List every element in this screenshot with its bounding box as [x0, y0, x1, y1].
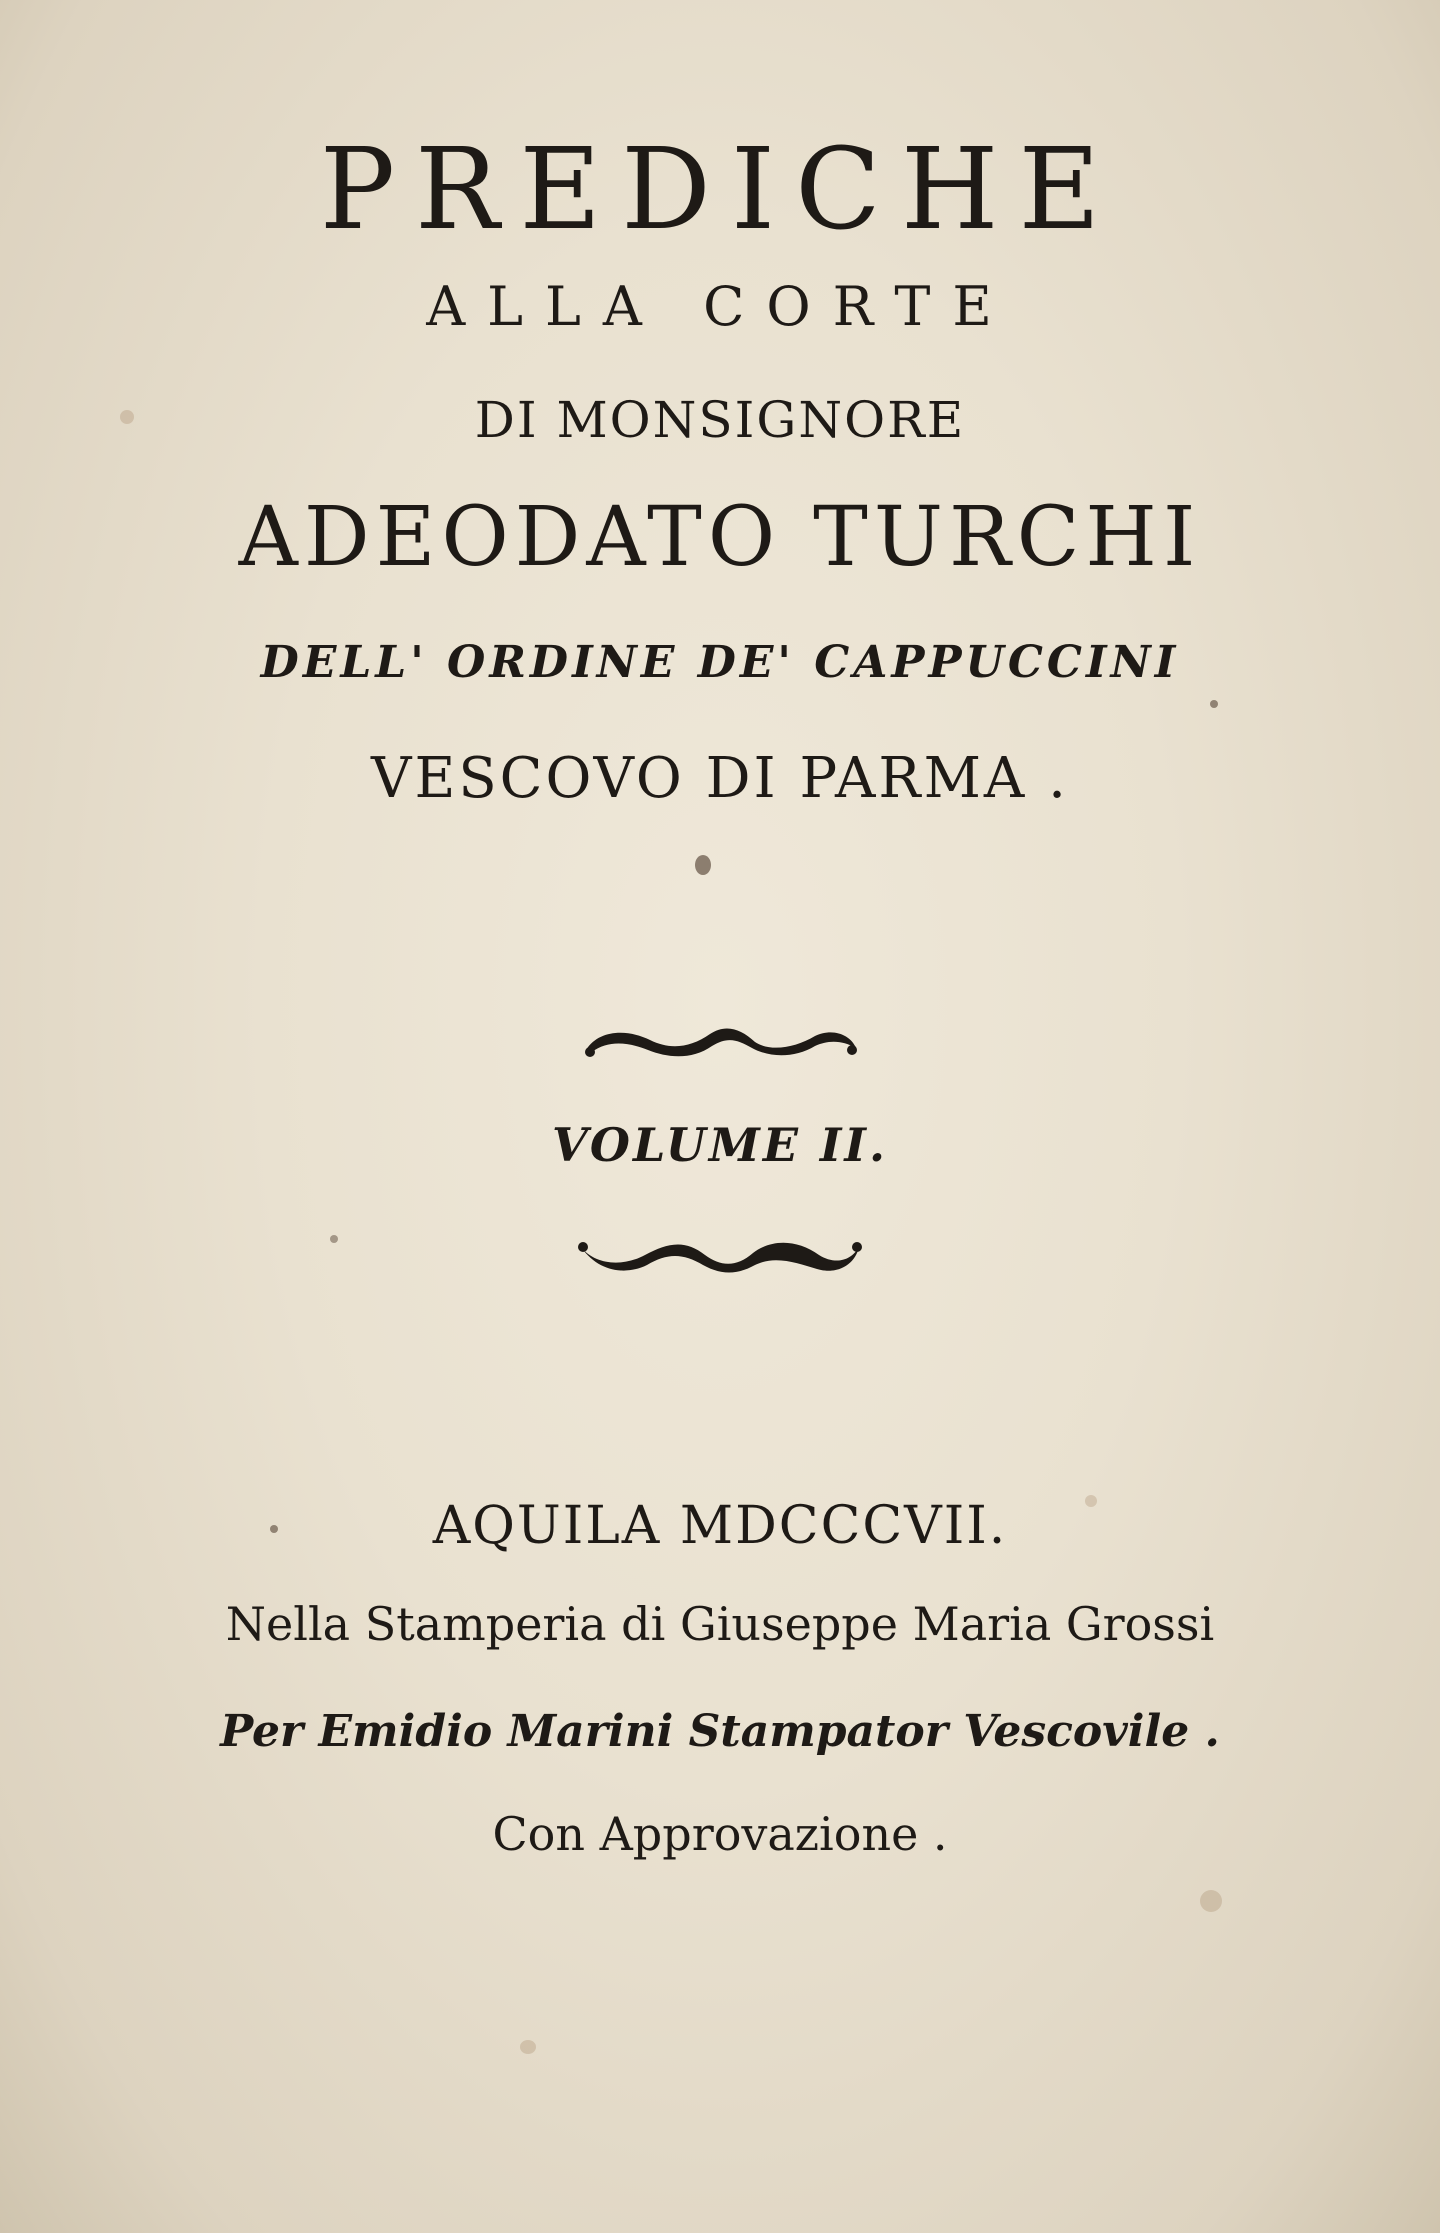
imprint-approval: Con Approvazione . [492, 1807, 948, 1861]
author-prefix: DI MONSIGNORE [474, 391, 966, 449]
wave-ornament-icon [0, 1225, 1440, 1283]
volume-number: VOLUME II. [552, 1118, 888, 1172]
author-name: ADEODATO TURCHI [238, 490, 1202, 585]
imprint-printer: Nella Stamperia di Giuseppe Maria Grossi [225, 1597, 1215, 1651]
imprint-for-printer: Per Emidio Marini Stampator Vescovile . [220, 1706, 1220, 1757]
book-subtitle: ALLA CORTE [426, 275, 1014, 338]
religious-order: DELL' ORDINE DE' CAPPUCCINI [260, 637, 1180, 688]
foxing-spot [695, 855, 711, 875]
imprint-place-year: AQUILA MDCCCVII. [432, 1496, 1008, 1556]
book-title: PREDICHE [319, 125, 1121, 255]
wave-ornament-icon [0, 1018, 1440, 1072]
foxing-spot [1200, 1890, 1222, 1912]
foxing-spot [520, 2040, 536, 2054]
author-office: VESCOVO DI PARMA . [371, 746, 1069, 811]
foxing-spot [1210, 700, 1218, 708]
